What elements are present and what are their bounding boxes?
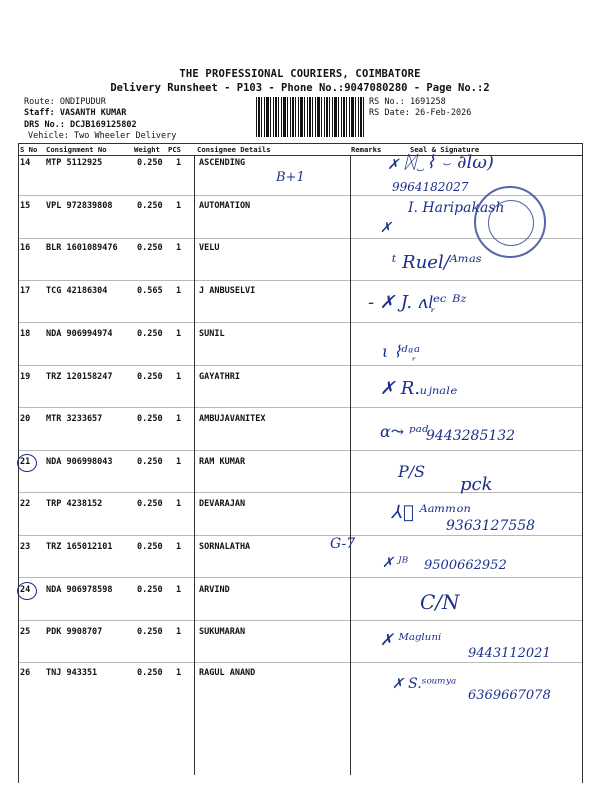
- row-sno: 18: [20, 329, 31, 339]
- handwritten-phone: 9363127558: [446, 518, 536, 534]
- row-pcs: 1: [176, 414, 182, 424]
- row-sno: 23: [20, 542, 31, 552]
- row-consignee: SORNALATHA: [199, 542, 251, 552]
- route-label: Route: ONDIPUDUR: [24, 97, 106, 107]
- row-consignment: TCG 42186304: [46, 286, 108, 296]
- row-consignment: TRP 4238152: [46, 499, 103, 509]
- row-consignment: MTP 5112925: [46, 158, 103, 168]
- col-seal-signature: Seal & Signature: [410, 145, 480, 154]
- handwritten-phone: 9443112021: [468, 646, 551, 661]
- row-pcs: 1: [176, 668, 182, 678]
- row-weight: 0.250: [137, 627, 163, 637]
- vehicle-label: Vehicle: Two Wheeler Delivery: [28, 131, 177, 141]
- row-sno: 20: [20, 414, 31, 424]
- handwritten-phone: 9500662952: [424, 558, 507, 573]
- row-consignment: PDK 9908707: [46, 627, 103, 637]
- row-consignment: NDA 906978598: [46, 585, 113, 595]
- handwritten-remark: P/S: [398, 462, 426, 481]
- row-weight: 0.250: [137, 585, 163, 595]
- row-weight: 0.250: [137, 668, 163, 678]
- col-sno: S No: [20, 145, 38, 154]
- row-pcs: 1: [176, 243, 182, 253]
- row-pcs: 1: [176, 585, 182, 595]
- row-consignee: ARVIND: [199, 585, 230, 595]
- row-consignee: SUNIL: [199, 329, 225, 339]
- barcode-icon: [256, 97, 366, 137]
- row-consignee: DEVARAJAN: [199, 499, 246, 509]
- row-sno: 22: [20, 499, 31, 509]
- handwritten-phone: 9443285132: [426, 428, 516, 444]
- handwritten-receiver-name: I. Haripakash: [408, 200, 505, 216]
- row-pcs: 1: [176, 329, 182, 339]
- handwritten-remark: B+1: [276, 170, 305, 185]
- col-pcs: PCS: [168, 145, 181, 154]
- row-sno: 21: [20, 457, 31, 467]
- table-right-border: [582, 143, 583, 783]
- row-pcs: 1: [176, 372, 182, 382]
- row-divider: [18, 280, 583, 281]
- row-sno: 16: [20, 243, 31, 253]
- row-sno: 24: [20, 585, 31, 595]
- row-weight: 0.250: [137, 158, 163, 168]
- row-weight: 0.250: [137, 201, 163, 211]
- row-pcs: 1: [176, 158, 182, 168]
- row-divider: [18, 535, 583, 536]
- row-divider: [18, 450, 583, 451]
- row-consignee: AMBUJAVANITEX: [199, 414, 266, 424]
- handwritten-signature: ✗ S.ˢᵒᵘᵐʸᵃ: [392, 676, 457, 692]
- table-top-border: [18, 143, 583, 144]
- row-divider: [18, 322, 583, 323]
- row-sno: 26: [20, 668, 31, 678]
- col-remarks: Remarks: [351, 145, 382, 154]
- row-weight: 0.250: [137, 329, 163, 339]
- row-weight: 0.250: [137, 542, 163, 552]
- circle-mark-row-21: [17, 454, 37, 472]
- rs-number: RS No.: 1691258: [369, 97, 446, 107]
- handwritten-signature: ι ⌇ᵈᵃ᷊ᵃ: [382, 342, 420, 361]
- row-consignment: TRZ 120158247: [46, 372, 113, 382]
- handwritten-signature: ✗ ᴶᴮ: [382, 555, 409, 571]
- handwritten-phone: 6369667078: [468, 688, 551, 703]
- handwritten-remark: C/N: [420, 590, 460, 614]
- row-consignment: NDA 906998043: [46, 457, 113, 467]
- row-pcs: 1: [176, 286, 182, 296]
- company-title: THE PROFESSIONAL COURIERS, COIMBATORE: [179, 68, 421, 80]
- runsheet-subtitle: Delivery Runsheet - P103 - Phone No.:9047080280 - Page No.:2: [110, 82, 490, 94]
- col-consignment: Consignment No: [46, 145, 107, 154]
- rs-date: RS Date: 26-Feb-2026: [369, 108, 472, 118]
- table-header-border: [18, 155, 583, 156]
- handwritten-signature: - ✗ J. ʌl᷊ᵉᶜ ᴮᶻ: [368, 292, 467, 313]
- row-weight: 0.250: [137, 499, 163, 509]
- row-divider: [18, 492, 583, 493]
- row-weight: 0.250: [137, 414, 163, 424]
- row-consignee: AUTOMATION: [199, 201, 251, 211]
- row-weight: 0.250: [137, 243, 163, 253]
- handwritten-signature: ᵗ Ruel/ᴬᵐᵃˢ: [392, 252, 482, 273]
- row-consignment: MTR 3233657: [46, 414, 103, 424]
- handwritten-signature: α⤳ ᵖᵃᵈ: [380, 422, 429, 441]
- handwritten-signature: ✗ ᛞ‿⌇ ⌣ ∂lω): [388, 152, 494, 173]
- row-weight: 0.250: [137, 457, 163, 467]
- row-consignee: RAM KUMAR: [199, 457, 246, 467]
- remarks-column-divider: [350, 155, 351, 775]
- row-consignee: ASCENDING: [199, 158, 246, 168]
- row-divider: [18, 577, 583, 578]
- handwritten-phone: 9964182027: [392, 180, 469, 194]
- row-consignee: RAGUL ANAND: [199, 668, 256, 678]
- row-pcs: 1: [176, 627, 182, 637]
- row-pcs: 1: [176, 457, 182, 467]
- row-consignment: BLR 1601089476: [46, 243, 118, 253]
- consignee-column-divider: [194, 155, 195, 775]
- col-weight: Weight: [134, 145, 160, 154]
- row-weight: 0.250: [137, 372, 163, 382]
- row-consignee: J ANBUSELVI: [199, 286, 256, 296]
- row-consignment: TNJ 943351: [46, 668, 98, 678]
- row-consignee: VELU: [199, 243, 220, 253]
- row-consignee: SUKUMARAN: [199, 627, 246, 637]
- row-divider: [18, 365, 583, 366]
- row-consignment: TRZ 165012101: [46, 542, 113, 552]
- handwritten-signature: ✗ R.ᵤⱼₙₐₗₑ: [380, 378, 458, 399]
- row-sno: 25: [20, 627, 31, 637]
- row-divider: [18, 407, 583, 408]
- row-sno: 15: [20, 201, 31, 211]
- row-pcs: 1: [176, 499, 182, 509]
- row-sno: 19: [20, 372, 31, 382]
- row-consignment: NDA 906994974: [46, 329, 113, 339]
- circle-mark-row-24: [17, 582, 37, 600]
- staff-label: Staff: VASANTH KUMAR: [24, 108, 127, 118]
- row-weight: 0.565: [137, 286, 163, 296]
- handwritten-remark: pck: [460, 474, 493, 495]
- row-divider: [18, 620, 583, 621]
- drs-number: DRS No.: DCJB169125802: [24, 120, 137, 130]
- row-sno: 17: [20, 286, 31, 296]
- row-sno: 14: [20, 158, 31, 168]
- col-consignee: Consignee Details: [197, 145, 271, 154]
- handwritten-signature: ✗ ᴹᵃᵍˡᵘⁿⁱ: [380, 630, 442, 649]
- handwritten-remark: G-7: [330, 536, 356, 552]
- row-consignee: GAYATHRI: [199, 372, 240, 382]
- row-divider: [18, 662, 583, 663]
- handwritten-tick: ✗: [380, 220, 392, 236]
- row-pcs: 1: [176, 201, 182, 211]
- company-seal-stamp: [474, 186, 546, 258]
- row-pcs: 1: [176, 542, 182, 552]
- handwritten-signature: ⅄⃥ ᴬᵃᵐᵐᵒⁿ: [392, 502, 471, 523]
- row-consignment: VPL 972839808: [46, 201, 113, 211]
